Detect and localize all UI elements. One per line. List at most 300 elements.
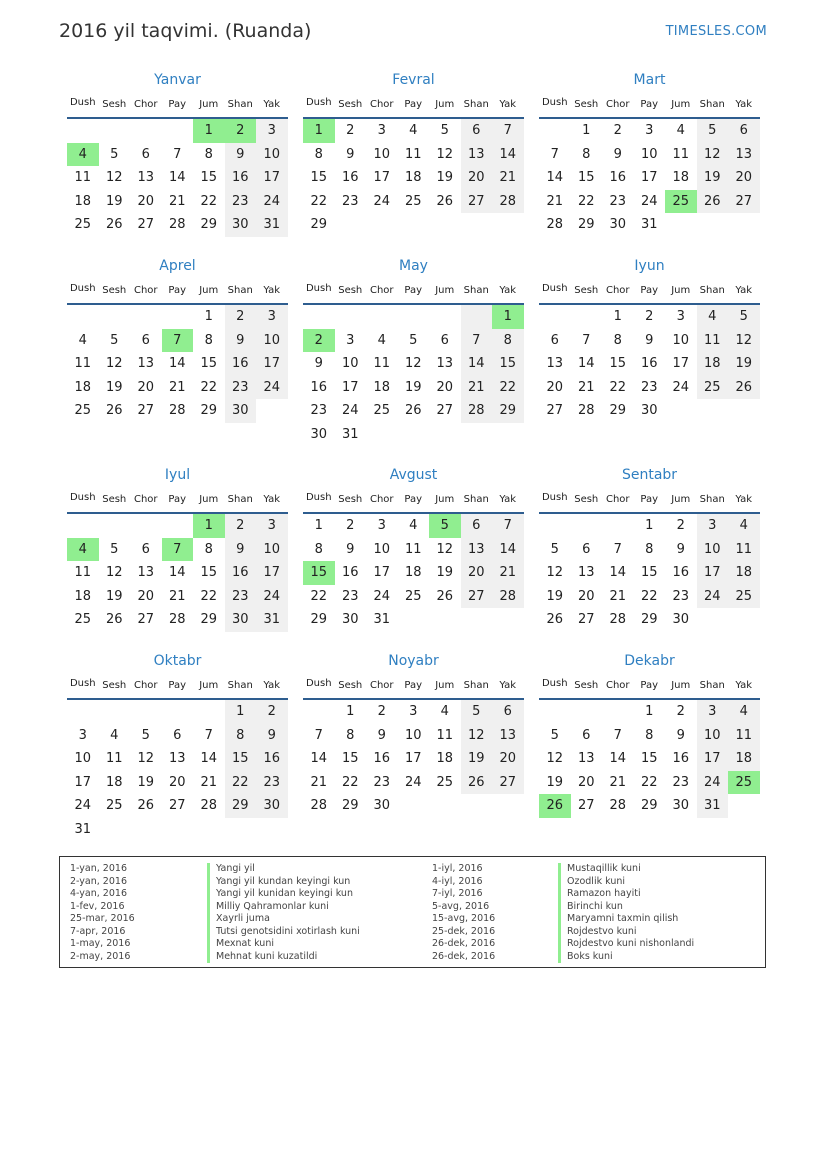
day-cell: 3 [676, 309, 685, 324]
day-cell: 30 [373, 798, 391, 813]
legend-holiday-name: Mehnat kuni kuzatildi [207, 951, 317, 964]
day-cell: 24 [697, 585, 729, 609]
day-cell: 26 [436, 588, 454, 604]
day-cell: 12 [105, 356, 123, 371]
day-cell: 4 [377, 332, 386, 348]
day-cell: 8 [204, 332, 213, 348]
weekday-label: Chor [369, 99, 394, 110]
weekday-label: Jum [435, 494, 455, 505]
day-cell: 16 [341, 170, 359, 185]
legend-holiday-name: Ramazon hayiti [558, 888, 641, 901]
day-cell: 18 [728, 747, 760, 771]
weekday-label: Jum [199, 494, 219, 505]
month-name: Fevral [392, 72, 435, 88]
weekday-label: Sesh [574, 285, 599, 296]
weekday-label: Dush [69, 283, 96, 294]
day-cell: 1 [645, 518, 654, 533]
day-cell: 15 [225, 747, 257, 771]
day-cell: 26 [461, 771, 493, 795]
day-cell: 9 [225, 329, 257, 353]
legend-date: 1-iyl, 2016 [432, 863, 483, 874]
day-cell: 21 [577, 379, 595, 395]
legend-holiday-name: Yangi yil kunidan keyingi kun [207, 888, 353, 901]
day-cell: 30 [225, 213, 257, 237]
weekday-label: Yak [499, 494, 517, 505]
weekday-label: Chor [133, 494, 158, 505]
day-cell: 2 [613, 123, 622, 138]
day-cell: 1 [346, 704, 355, 719]
legend-holiday-name: Yangi yil [207, 863, 255, 876]
day-cell: 17 [672, 356, 690, 371]
month-name: Mart [633, 72, 666, 88]
day-cell: 13 [436, 356, 454, 371]
weekday-label: Shan [227, 680, 253, 691]
day-cell: 17 [74, 774, 92, 790]
legend-date: 2-may, 2016 [70, 950, 131, 962]
day-cell: 13 [461, 143, 493, 167]
weekday-label: Shan [227, 285, 253, 296]
day-cell: 7 [492, 119, 524, 143]
weekday-label: Dush [305, 492, 332, 503]
day-cell: 19 [728, 352, 760, 376]
day-cell: 23 [225, 585, 257, 609]
day-cell: 16 [609, 170, 627, 185]
weekday-label: Chor [133, 99, 158, 110]
day-cell: 23 [609, 193, 627, 209]
day-cell: 18 [105, 774, 123, 790]
legend-holiday-name: Tutsi genotsidini xotirlash kuni [207, 926, 360, 939]
weekday-label: Yak [263, 494, 281, 505]
day-cell: 10 [640, 146, 658, 162]
day-cell: 9 [676, 727, 685, 743]
legend-date: 26-dek, 2016 [432, 950, 496, 962]
day-cell: 17 [256, 352, 288, 376]
weekday-label: Chor [605, 494, 630, 505]
weekday-label: Pay [640, 285, 659, 296]
day-cell: 27 [461, 585, 493, 609]
weekday-label: Dush [69, 97, 96, 108]
weekday-label: Dush [305, 97, 332, 108]
weekday-label: Shan [463, 494, 489, 505]
day-cell: 21 [461, 376, 493, 400]
weekday-label: Sesh [102, 494, 127, 505]
weekday-label: Dush [541, 283, 568, 294]
weekday-label: Chor [605, 285, 630, 296]
day-cell: 5 [110, 146, 119, 162]
weekday-label: Pay [640, 99, 659, 110]
day-cell: 22 [310, 588, 328, 604]
day-cell: 5 [728, 305, 760, 329]
day-cell: 7 [173, 146, 182, 162]
day-cell: 3 [377, 123, 386, 138]
day-cell: 18 [404, 565, 422, 580]
day-cell: 11 [74, 356, 92, 371]
day-cell: 30 [672, 798, 690, 813]
day-cell: 18 [728, 561, 760, 585]
day-cell: 28 [492, 585, 524, 609]
month-name: Aprel [159, 258, 196, 274]
day-cell: 30 [640, 403, 658, 418]
day-cell: 6 [582, 727, 591, 743]
day-cell: 25 [404, 588, 422, 604]
day-cell: 24 [373, 193, 391, 209]
month-name: May [399, 258, 428, 274]
day-cell: 19 [105, 379, 123, 395]
weekday-label: Yak [499, 285, 517, 296]
day-cell: 16 [341, 565, 359, 580]
day-cell: 15 [310, 170, 328, 185]
holiday-day: 26 [539, 794, 571, 818]
day-cell: 2 [225, 514, 257, 538]
day-cell: 14 [200, 751, 218, 766]
weekday-label: Pay [404, 99, 423, 110]
day-cell: 31 [640, 217, 658, 232]
day-cell: 10 [74, 751, 92, 766]
day-cell: 28 [200, 798, 218, 813]
day-cell: 28 [310, 798, 328, 813]
weekday-label: Shan [227, 99, 253, 110]
day-cell: 11 [74, 170, 92, 185]
day-cell: 4 [728, 514, 760, 538]
day-cell: 3 [409, 704, 418, 719]
day-cell: 15 [492, 352, 524, 376]
day-cell: 21 [492, 561, 524, 585]
day-cell: 3 [78, 727, 87, 743]
day-cell: 11 [373, 356, 391, 371]
day-cell: 12 [105, 565, 123, 580]
day-cell: 28 [609, 612, 627, 627]
day-cell: 8 [645, 727, 654, 743]
day-cell: 12 [546, 751, 564, 766]
weekday-label: Shan [227, 494, 253, 505]
day-cell: 6 [461, 514, 493, 538]
day-cell: 12 [728, 329, 760, 353]
day-cell: 27 [137, 217, 155, 232]
day-cell: 2 [346, 518, 355, 533]
page-title: 2016 yil taqvimi. (Ruanda) [59, 20, 312, 42]
day-cell: 1 [645, 704, 654, 719]
day-cell: 22 [225, 771, 257, 795]
weekday-label: Jum [199, 680, 219, 691]
day-cell: 21 [492, 166, 524, 190]
day-cell: 12 [697, 143, 729, 167]
legend-holiday-name: Maryamni taxmin qilish [558, 913, 678, 926]
weekday-label: Sesh [102, 680, 127, 691]
day-cell: 25 [74, 217, 92, 232]
day-cell: 20 [137, 379, 155, 395]
day-cell: 26 [105, 612, 123, 627]
day-cell: 27 [546, 403, 564, 418]
day-cell: 8 [645, 541, 654, 557]
day-cell: 9 [225, 143, 257, 167]
day-cell: 15 [640, 751, 658, 766]
day-cell: 12 [137, 751, 155, 766]
weekday-label: Yak [499, 680, 517, 691]
weekday-label: Pay [168, 285, 187, 296]
day-cell: 14 [492, 143, 524, 167]
day-cell: 3 [346, 332, 355, 348]
day-cell: 22 [640, 588, 658, 604]
day-cell: 23 [310, 403, 328, 418]
day-cell: 11 [672, 146, 690, 162]
day-cell: 23 [341, 588, 359, 604]
day-cell: 4 [440, 704, 449, 719]
day-cell: 21 [168, 379, 186, 395]
day-cell: 16 [225, 352, 257, 376]
day-cell: 30 [225, 608, 257, 632]
weekday-label: Sesh [574, 680, 599, 691]
legend-date: 7-apr, 2016 [70, 925, 126, 937]
day-cell: 2 [645, 309, 654, 324]
weekday-label: Dush [541, 492, 568, 503]
day-cell: 16 [225, 166, 257, 190]
day-cell: 28 [168, 403, 186, 418]
day-cell: 6 [550, 332, 559, 348]
day-cell: 22 [492, 376, 524, 400]
day-cell: 27 [461, 190, 493, 214]
day-cell: 7 [613, 727, 622, 743]
day-cell: 16 [256, 747, 288, 771]
day-cell: 27 [168, 798, 186, 813]
day-cell: 13 [728, 143, 760, 167]
day-cell: 20 [137, 588, 155, 604]
weekday-label: Yak [263, 99, 281, 110]
day-cell: 5 [110, 541, 119, 557]
day-cell: 19 [137, 774, 155, 790]
day-cell: 9 [676, 541, 685, 557]
day-cell: 25 [436, 774, 454, 790]
day-cell: 29 [200, 612, 218, 627]
day-cell: 20 [546, 379, 564, 395]
day-cell: 1 [204, 309, 213, 324]
holiday-day: 25 [665, 190, 697, 214]
day-cell: 7 [492, 514, 524, 538]
day-cell: 10 [256, 329, 288, 353]
day-cell: 20 [436, 379, 454, 395]
day-cell: 8 [492, 329, 524, 353]
day-cell: 1 [225, 700, 257, 724]
day-cell: 17 [404, 751, 422, 766]
month-name: Dekabr [624, 653, 675, 669]
day-cell: 23 [225, 190, 257, 214]
day-cell: 20 [492, 747, 524, 771]
day-cell: 28 [609, 798, 627, 813]
legend-date: 2-yan, 2016 [70, 875, 127, 887]
day-cell: 29 [310, 217, 328, 232]
day-cell: 15 [200, 356, 218, 371]
day-cell: 29 [640, 798, 658, 813]
day-cell: 12 [105, 170, 123, 185]
legend-date: 4-yan, 2016 [70, 888, 127, 899]
day-cell: 28 [168, 612, 186, 627]
month-name: Sentabr [621, 467, 678, 483]
day-cell: 25 [697, 376, 729, 400]
day-cell: 8 [204, 541, 213, 557]
day-cell: 29 [225, 794, 257, 818]
weekday-label: Jum [671, 99, 691, 110]
day-cell: 25 [74, 612, 92, 627]
day-cell: 24 [341, 403, 359, 418]
day-cell: 26 [697, 190, 729, 214]
weekday-label: Chor [369, 680, 394, 691]
day-cell: 11 [436, 727, 454, 743]
day-cell: 2 [377, 704, 386, 719]
day-cell: 28 [577, 403, 595, 418]
day-cell: 30 [256, 794, 288, 818]
weekday-label: Jum [435, 99, 455, 110]
day-cell: 9 [346, 146, 355, 162]
day-cell: 26 [105, 217, 123, 232]
weekday-label: Pay [168, 99, 187, 110]
day-cell: 12 [436, 146, 454, 162]
day-cell: 5 [409, 332, 418, 348]
weekday-label: Yak [263, 680, 281, 691]
day-cell: 27 [577, 798, 595, 813]
day-cell: 18 [404, 170, 422, 185]
day-cell: 6 [141, 332, 150, 348]
day-cell: 15 [200, 565, 218, 580]
day-cell: 14 [168, 565, 186, 580]
weekday-label: Pay [168, 680, 187, 691]
legend-holiday-name: Milliy Qahramonlar kuni [207, 901, 329, 914]
day-cell: 27 [577, 612, 595, 627]
day-cell: 31 [74, 821, 92, 837]
weekday-label: Chor [605, 680, 630, 691]
day-cell: 5 [550, 541, 559, 557]
day-cell: 3 [256, 514, 288, 538]
day-cell: 23 [640, 379, 658, 395]
day-cell: 9 [256, 724, 288, 748]
day-cell: 25 [74, 403, 92, 418]
day-cell: 16 [225, 561, 257, 585]
day-cell: 11 [404, 146, 422, 162]
day-cell: 29 [200, 403, 218, 418]
day-cell: 26 [436, 193, 454, 209]
legend-date: 15-avg, 2016 [432, 913, 496, 924]
day-cell: 31 [341, 426, 359, 442]
day-cell: 2 [225, 305, 257, 329]
day-cell: 24 [74, 798, 92, 813]
day-cell: 30 [225, 399, 257, 423]
day-cell: 4 [728, 700, 760, 724]
day-cell: 24 [256, 376, 288, 400]
day-cell: 6 [440, 332, 449, 348]
day-cell: 21 [609, 774, 627, 790]
day-cell: 22 [640, 774, 658, 790]
day-cell: 19 [105, 588, 123, 604]
weekday-label: Shan [699, 494, 725, 505]
day-cell: 6 [141, 146, 150, 162]
day-cell: 23 [672, 774, 690, 790]
day-cell: 9 [613, 146, 622, 162]
weekday-label: Sesh [338, 285, 363, 296]
day-cell: 3 [256, 305, 288, 329]
day-cell: 14 [168, 356, 186, 371]
day-cell: 10 [256, 143, 288, 167]
weekday-label: Sesh [574, 494, 599, 505]
day-cell: 22 [341, 774, 359, 790]
month-name: Avgust [389, 467, 438, 483]
day-cell: 21 [609, 588, 627, 604]
day-cell: 29 [310, 612, 328, 627]
legend-date: 1-yan, 2016 [70, 863, 127, 874]
day-cell: 18 [436, 751, 454, 766]
day-cell: 19 [105, 193, 123, 209]
holiday-day: 2 [303, 329, 335, 353]
day-cell: 31 [256, 213, 288, 237]
day-cell: 31 [256, 608, 288, 632]
day-cell: 12 [461, 724, 493, 748]
day-cell: 30 [609, 217, 627, 232]
day-cell: 8 [346, 727, 355, 743]
legend-holiday-name: Xayrli juma [207, 913, 270, 926]
day-cell: 14 [310, 751, 328, 766]
day-cell: 29 [640, 612, 658, 627]
day-cell: 4 [78, 332, 87, 348]
month-name: Iyul [164, 467, 191, 483]
day-cell: 17 [373, 170, 391, 185]
weekday-label: Dush [305, 283, 332, 294]
day-cell: 7 [613, 541, 622, 557]
day-cell: 24 [256, 190, 288, 214]
day-cell: 11 [728, 724, 760, 748]
weekday-label: Yak [735, 99, 753, 110]
day-cell: 20 [461, 561, 493, 585]
weekday-label: Pay [640, 680, 659, 691]
weekday-label: Chor [133, 680, 158, 691]
holiday-legend [59, 856, 766, 968]
day-cell: 25 [728, 585, 760, 609]
legend-date: 7-iyl, 2016 [432, 888, 483, 899]
day-cell: 2 [676, 704, 685, 719]
day-cell: 24 [404, 774, 422, 790]
day-cell: 11 [697, 329, 729, 353]
day-cell: 16 [672, 565, 690, 580]
brand-link[interactable]: TIMESLES.COM [665, 24, 767, 39]
legend-date: 4-iyl, 2016 [432, 875, 483, 887]
day-cell: 5 [141, 727, 150, 743]
month-name: Oktabr [153, 653, 202, 669]
weekday-label: Jum [199, 99, 219, 110]
day-cell: 7 [550, 146, 559, 162]
weekday-label: Shan [463, 285, 489, 296]
weekday-label: Jum [435, 680, 455, 691]
day-cell: 3 [256, 119, 288, 143]
day-cell: 13 [492, 724, 524, 748]
day-cell: 20 [168, 774, 186, 790]
day-cell: 17 [341, 379, 359, 395]
day-cell: 27 [137, 403, 155, 418]
weekday-label: Shan [699, 680, 725, 691]
day-cell: 1 [613, 309, 622, 324]
day-cell: 13 [461, 538, 493, 562]
day-cell: 26 [728, 376, 760, 400]
day-cell: 5 [440, 123, 449, 138]
day-cell: 26 [546, 612, 564, 627]
day-cell: 6 [461, 119, 493, 143]
day-cell: 19 [461, 747, 493, 771]
month-name: Iyun [634, 258, 665, 274]
weekday-label: Yak [499, 99, 517, 110]
day-cell: 30 [672, 612, 690, 627]
day-cell: 23 [256, 771, 288, 795]
day-cell: 18 [74, 193, 92, 209]
holiday-day: 25 [728, 771, 760, 795]
weekday-label: Sesh [574, 99, 599, 110]
day-cell: 4 [409, 123, 418, 138]
day-cell: 10 [404, 727, 422, 743]
holiday-day: 7 [162, 329, 194, 353]
